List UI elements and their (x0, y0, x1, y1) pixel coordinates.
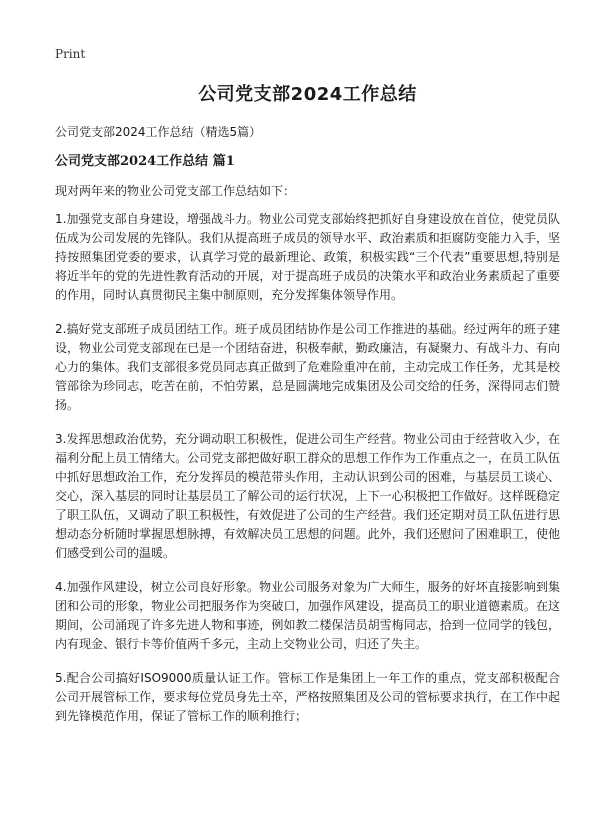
intro-text: 现对两年来的物业公司党支部工作总结如下： (55, 184, 296, 198)
paragraph-1: 1.加强党支部自身建设，增强战斗力。物业公司党支部始终把抓好自身建设放在首位，使党员队伍成为公司发展的先锋队。我们从提高班子成员的领导水平、政治素质和拒腐防变能力入手，坚持按照集团党委的要求，认真学习党的最新理论、政策，积极实践“三个代表”重要思想,特别是将近半年的党的先进性教育活动的开展，对于提高班子成员的决策水平和政治业务素质起了重要的作用，同时认真贯彻民主集中制原则，充分发挥集体领导作用。 (55, 212, 560, 302)
paragraph-2: 2.搞好党支部班子成员团结工作。班子成员团结协作是公司工作推进的基础。经过两年的班子建设，物业公司党支部现在已是一个团结奋进，积极奉献，勤政廉洁，有凝聚力、有战斗力、有向心力的集体。我们支部很多党员同志真正做到了危难险重冲在前，主动完成工作任务，尤其是校管部徐为珍同志，吃苦在前，不怕劳累，总是圆满地完成集团及公司交给的任务，深得同志们赞扬。 (55, 322, 560, 412)
paragraph-4: 4.加强作风建设，树立公司良好形象。物业公司服务对象为广大师生，服务的好坏直接影响到集团和公司的形象，物业公司把服务作为突破口，加强作风建设，提高员工的职业道德素质。在这期间，公司涌现了许多先进人物和事迹，例如教二楼保洁员胡雪梅同志，拾到一位同学的钱包，内有现金、银行卡等价值两千多元，主动上交物业公司，归还了失主。 (55, 580, 560, 651)
document-body (55, 210, 560, 741)
document-subtitle: 公司党支部2024工作总结（精选5篇） (55, 125, 262, 139)
print-label[interactable]: Print (55, 47, 86, 61)
paragraph-3: 3.发挥思想政治优势，充分调动职工积极性，促进公司生产经营。物业公司由于经营收入少，在福利分配上员工情绪大。公司党支部把做好职工群众的思想工作作为工作重点之一，在员工队伍中抓好思想政治工作，充分发挥员的模范带头作用，主动认识到公司的困难，与基层员工谈心、交心，深入基层的同时让基层员工了解公司的运行状况，上下一心积极把工作做好。这样既稳定了职工队伍，又调动了职工积极性，有效促进了公司的生产经营。我们还定期对员工队伍进行思想动态分析随时掌握思想脉搏，有效解决员工思想的问题。此外，我们还慰问了困难职工，使他们感受到公司的温暖。 (55, 432, 560, 560)
section-heading: 公司党支部2024工作总结 篇1 (55, 154, 235, 169)
document-title: 公司党支部2024工作总结 (198, 84, 417, 105)
paragraph-5: 5.配合公司搞好ISO9000质量认证工作。管标工作是集团上一年工作的重点，党支部积极配合公司开展管标工作，要求每位党员身先士卒，严格按照集团及公司的管标要求执行，在工作中起到先锋模范作用，保证了管标工作的顺利推行； (55, 671, 560, 723)
